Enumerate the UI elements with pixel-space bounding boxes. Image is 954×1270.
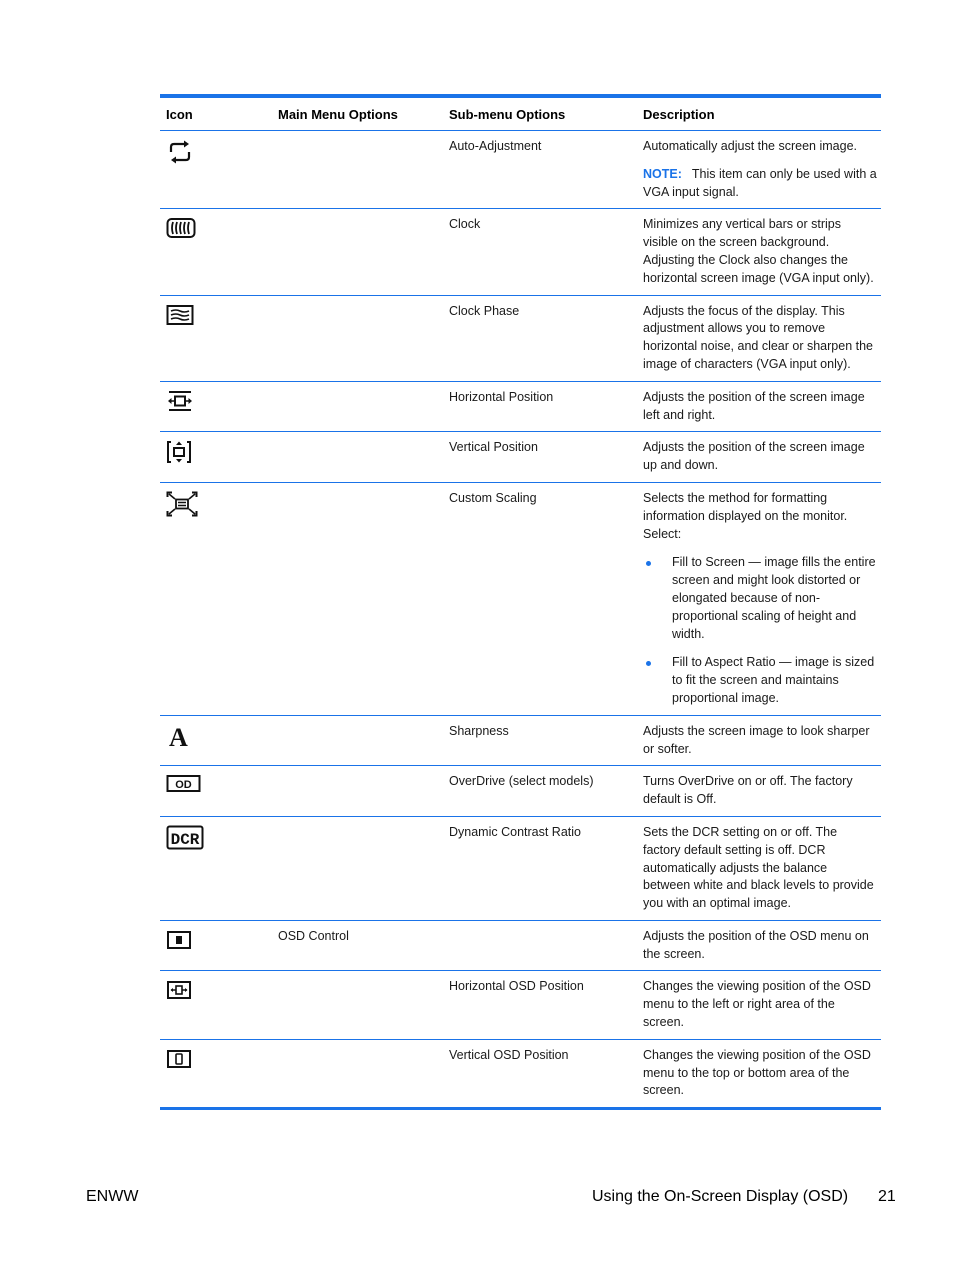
main-menu-option <box>272 381 443 432</box>
note <box>643 166 877 202</box>
sharpness-icon <box>166 724 266 750</box>
table-row <box>160 381 881 432</box>
sub-menu-option: Vertical Position <box>443 432 637 483</box>
table-row <box>160 816 881 920</box>
bullet-icon <box>646 561 651 566</box>
sub-menu-option: OverDrive (select models) <box>443 766 637 817</box>
table-row <box>160 432 881 483</box>
bullet-icon <box>646 661 651 666</box>
page-number: 21 <box>878 1188 896 1205</box>
main-menu-option <box>272 482 443 715</box>
overdrive-icon-glyph: OD <box>175 779 192 792</box>
horizontal-osd-position-icon <box>166 979 266 1001</box>
main-menu-option <box>272 715 443 766</box>
sharpness-icon-glyph: A <box>169 723 188 750</box>
table-header-row <box>160 98 881 131</box>
description: Selects the method for formatting information displayed on the monitor. Select: <box>643 490 848 541</box>
footer-doc-id: ENWW <box>86 1188 139 1205</box>
description: Adjusts the position of the screen image up and down. <box>637 432 881 483</box>
description: Changes the viewing position of the OSD menu to the left or right area of the screen. <box>637 971 881 1039</box>
scaling-options-list <box>643 554 877 707</box>
footer-section-title: Using the On-Screen Display (OSD) <box>592 1188 849 1205</box>
description: Minimizes any vertical bars or strips visible on the screen background. Adjusting the Clock also changes the horizontal screen image (VGA input only). <box>637 209 881 295</box>
horizontal-position-icon <box>166 390 266 412</box>
dcr-icon <box>166 825 266 851</box>
main-menu-option <box>272 816 443 920</box>
header-description: Description <box>637 98 881 131</box>
sub-menu-option: Vertical OSD Position <box>449 1047 569 1062</box>
sub-menu-option: Sharpness <box>443 715 637 766</box>
table-row <box>160 920 881 971</box>
vertical-osd-position-icon <box>166 1048 266 1070</box>
sub-menu-option: Clock Phase <box>443 295 637 381</box>
table-row <box>160 209 881 295</box>
main-menu-option: OSD Control <box>272 920 443 971</box>
sub-menu-option: Custom Scaling <box>443 482 637 715</box>
description: Sets the DCR setting on or off. The factory default setting is off. DCR automatically adjusts the balance between white and black levels to provide you with an optimal image. <box>637 816 881 920</box>
table-row <box>160 971 881 1039</box>
description: Turns OverDrive on or off. The factory default is Off. <box>637 766 881 817</box>
custom-scaling-icon <box>166 491 266 517</box>
header-icon: Icon <box>160 98 272 131</box>
table-row <box>160 131 881 209</box>
table-row <box>160 295 881 381</box>
auto-adjust-icon <box>166 139 266 165</box>
sub-menu-option: Horizontal Position <box>443 381 637 432</box>
list-item: Fill to Screen — image fills the entire screen and might look distorted or elongated because of non-proportional scaling of height and width. <box>643 554 877 643</box>
osd-control-icon <box>166 929 266 951</box>
main-menu-option <box>272 971 443 1039</box>
description: Automatically adjust the screen image. <box>643 139 857 153</box>
sub-menu-option <box>443 920 637 971</box>
header-main-menu-options: Main Menu Options <box>272 98 443 131</box>
description: Adjusts the focus of the display. This adjustment allows you to remove horizontal noise, and clear or sharpen the image of characters (VGA input only). <box>637 295 881 381</box>
sub-menu-option: Clock <box>443 209 637 295</box>
sub-menu-option: Dynamic Contrast Ratio <box>443 816 637 920</box>
list-item: Fill to Aspect Ratio — image is sized to fit the screen and maintains proportional image. <box>643 654 877 707</box>
main-menu-option <box>272 1039 443 1107</box>
sub-menu-option: Auto-Adjustment <box>443 131 637 209</box>
table-row <box>160 715 881 766</box>
description: Adjusts the position of the screen image left and right. <box>637 381 881 432</box>
table-row <box>160 1039 881 1107</box>
clock-phase-icon <box>166 304 266 326</box>
main-menu-option <box>272 766 443 817</box>
clock-icon <box>166 217 266 239</box>
description: Changes the viewing position of the OSD menu to the top or bottom area of the screen. <box>643 1047 871 1098</box>
description: Adjusts the screen image to look sharper or softer. <box>637 715 881 766</box>
header-sub-menu-options: Sub-menu Options <box>443 98 637 131</box>
dcr-icon-glyph: DCR <box>170 830 200 849</box>
note-text: This item can only be used with a VGA input signal. <box>643 166 877 199</box>
main-menu-option <box>272 432 443 483</box>
table-row <box>160 766 881 817</box>
note-label: NOTE: <box>643 166 682 181</box>
main-menu-option <box>272 209 443 295</box>
description: Adjusts the position of the OSD menu on the screen. <box>637 920 881 971</box>
vertical-position-icon <box>166 440 266 464</box>
table-row <box>160 482 881 715</box>
overdrive-icon <box>166 774 266 794</box>
main-menu-option <box>272 295 443 381</box>
sub-menu-option: Horizontal OSD Position <box>443 971 637 1039</box>
osd-options-table <box>160 94 881 1110</box>
main-menu-option <box>272 131 443 209</box>
